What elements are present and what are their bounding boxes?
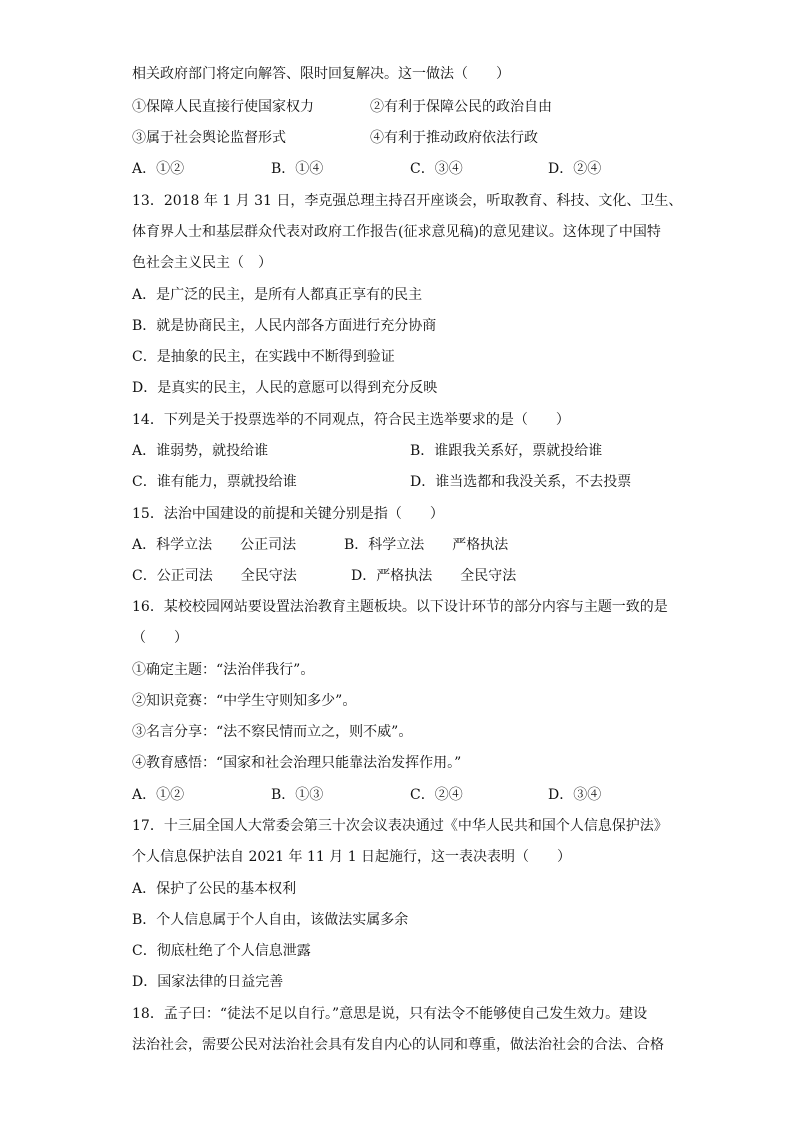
q15-stem: 15．法治中国建设的前提和关键分别是指（ ） (132, 506, 444, 522)
q16-stem-line-2: （ ） (132, 630, 188, 646)
q17-stem-line-2: 个人信息保护法自 2021 年 11 月 1 日起施行，这一表决表明（ ） (132, 849, 572, 865)
q13-stem-line-1: 13．2018 年 1 月 31 日，李克强总理主持召开座谈会，听取教育、科技、文化、卫生、 (132, 193, 683, 209)
q12-option-b[interactable]: B．①④ (271, 161, 324, 177)
q17-stem-line-1: 17．十三届全国人大常委会第三十次会议表决通过《中华人民共和国个人信息保护法》 (132, 818, 668, 834)
q14-option-c[interactable]: C．谁有能力，票就投给谁 (132, 474, 297, 490)
q17-option-b[interactable]: B．个人信息属于个人自由，该做法实属多余 (132, 912, 409, 928)
q15-option-b[interactable]: B．科学立法 严格执法 (344, 537, 509, 553)
q12-option-c[interactable]: C．③④ (410, 161, 463, 177)
q12-option-d[interactable]: D．②④ (548, 161, 602, 177)
q18-stem-line-1: 18．孟子曰：“徒法不足以自行。”意思是说，只有法令不能够使自己发生效力。建设 (132, 1006, 648, 1022)
q12-item-1: ①保障人民直接行使国家权力 (132, 99, 314, 115)
q12-item-4: ④有利于推动政府依法行政 (370, 130, 538, 146)
q12-item-3: ③属于社会舆论监督形式 (132, 130, 286, 146)
q17-option-d[interactable]: D．国家法律的日益完善 (132, 974, 284, 990)
q14-option-a[interactable]: A．谁弱势，就投给谁 (132, 443, 269, 459)
q13-option-a[interactable]: A．是广泛的民主，是所有人都真正享有的民主 (132, 287, 423, 303)
q12-item-2: ②有利于保障公民的政治自由 (370, 99, 552, 115)
q16-option-b[interactable]: B．①③ (271, 787, 324, 803)
q14-option-b[interactable]: B．谁跟我关系好，票就投给谁 (410, 443, 603, 459)
q12-option-a[interactable]: A．①② (132, 161, 185, 177)
q15-option-a[interactable]: A．科学立法 公正司法 (132, 537, 297, 553)
q16-option-a[interactable]: A．①② (132, 787, 185, 803)
q12-stem-end: 相关政府部门将定向解答、限时回复解决。这一做法（ ） (132, 66, 510, 82)
q18-stem-line-2: 法治社会，需要公民对法治社会具有发自内心的认同和尊重，做法治社会的合法、合格 (132, 1037, 664, 1053)
q15-option-d[interactable]: D．严格执法 全民守法 (351, 568, 517, 584)
q14-stem: 14．下列是关于投票选举的不同观点，符合民主选举要求的是（ ） (132, 412, 570, 428)
q15-option-c[interactable]: C．公正司法 全民守法 (132, 568, 297, 584)
q13-option-d[interactable]: D．是真实的民主，人民的意愿可以得到充分反映 (132, 380, 438, 396)
q16-option-c[interactable]: C．②④ (410, 787, 463, 803)
q13-option-b[interactable]: B．就是协商民主，人民内部各方面进行充分协商 (132, 318, 437, 334)
q16-stem-line-1: 16．某校校园网站要设置法治教育主题板块。以下设计环节的部分内容与主题一致的是 (132, 599, 668, 615)
q14-option-d[interactable]: D．谁当选都和我没关系，不去投票 (410, 474, 632, 490)
q17-option-c[interactable]: C．彻底杜绝了个人信息泄露 (132, 943, 311, 959)
q16-item-1: ①确定主题：“法治伴我行”。 (132, 662, 315, 678)
q16-item-4: ④教育感悟：“国家和社会治理只能靠法治发挥作用。” (132, 755, 462, 771)
q13-stem-line-3: 色社会主义民主（ ） (132, 255, 272, 271)
q16-item-2: ②知识竞赛：“中学生守则知多少”。 (132, 693, 357, 709)
q13-option-c[interactable]: C．是抽象的民主，在实践中不断得到验证 (132, 349, 395, 365)
q16-option-d[interactable]: D．③④ (548, 787, 602, 803)
q17-option-a[interactable]: A．保护了公民的基本权利 (132, 881, 297, 897)
q16-item-3: ③名言分享：“法不察民情而立之，则不威”。 (132, 724, 413, 740)
q13-stem-line-2: 体育界人士和基层群众代表对政府工作报告(征求意见稿)的意见建议。这体现了中国特 (132, 224, 661, 240)
